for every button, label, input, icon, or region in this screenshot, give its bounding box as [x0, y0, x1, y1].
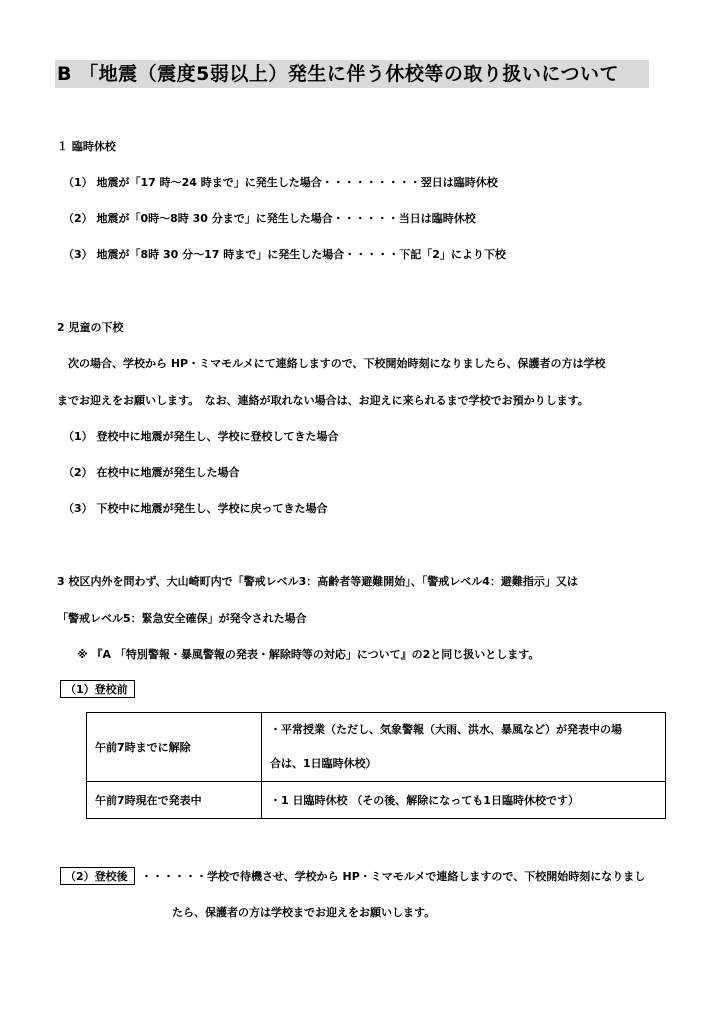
section2-paragraph-line2: までお迎えをお願いします。 なお、連絡が取れない場合は、お迎えに来られるまで学校でお預かりします。 [57, 394, 589, 407]
section2-item-1: （1） 登校中に地震が発生し、学校に登校してきた場合 [63, 430, 339, 443]
section1-heading: １ 臨時休校 [57, 140, 116, 153]
row2-value: ・1 日臨時休校 （その後、解除になっても1日臨時休校です） [262, 782, 666, 819]
section3-line2: 「警戒レベル5：緊急安全確保」が発令された場合 [57, 612, 307, 625]
before-school-label: （1）登校前 [60, 680, 135, 698]
page-title: B 「地震（震度5弱以上）発生に伴う休校等の取り扱いについて [55, 60, 649, 88]
after-school-line2: たら、保護者の方は学校までお迎えをお願いします。 [172, 906, 436, 919]
table-row [87, 782, 666, 819]
row1-value-line2: 合は、1日臨時休校） [270, 757, 377, 770]
after-school-label: （2）登校後 [60, 867, 135, 885]
row1-label: 午前7時までに解除 [87, 713, 262, 782]
row1-value-line1: ・平常授業（ただし、気象警報（大雨、洪水、暴風など）が発表中の場 [270, 723, 622, 736]
section2-paragraph-line1: 次の場合、学校から HP・ミマモルメにて連絡しますので、下校開始時刻になりましたら、保護者の方は学校 [68, 357, 606, 370]
before-school-table [86, 712, 666, 819]
row1-value [262, 713, 666, 782]
table-row [87, 713, 666, 782]
section3-note: ※ 『A 「特別警報・暴風警報の発表・解除時等の対応」について』の2と同じ扱いとします。 [77, 648, 540, 661]
section2-heading: 2 児童の下校 [57, 321, 124, 334]
section3-line1: 3 校区内外を問わず、大山崎町内で「警戒レベル3：高齢者等避難開始」、「警戒レベル4：避難指示」又は [57, 575, 578, 588]
after-school-line1: ・・・・・・学校で待機させ、学校から HP・ミマモルメで連絡しますので、下校開始時刻になりまし [141, 870, 646, 883]
section1-item-1: （1） 地震が「17 時～24 時まで」に発生した場合・・・・・・・・・翌日は臨時休校 [63, 176, 498, 189]
section1-item-3: （3） 地震が「8時 30 分～17 時まで」に発生した場合・・・・・下記「2」により下校 [63, 248, 506, 261]
section2-item-3: （3） 下校中に地震が発生し、学校に戻ってきた場合 [63, 502, 328, 515]
section2-item-2: （2） 在校中に地震が発生した場合 [63, 466, 240, 479]
row2-label: 午前7時現在で発表中 [87, 782, 262, 819]
section1-item-2: （2） 地震が「0時～8時 30 分まで」に発生した場合・・・・・・当日は臨時休校 [63, 212, 476, 225]
